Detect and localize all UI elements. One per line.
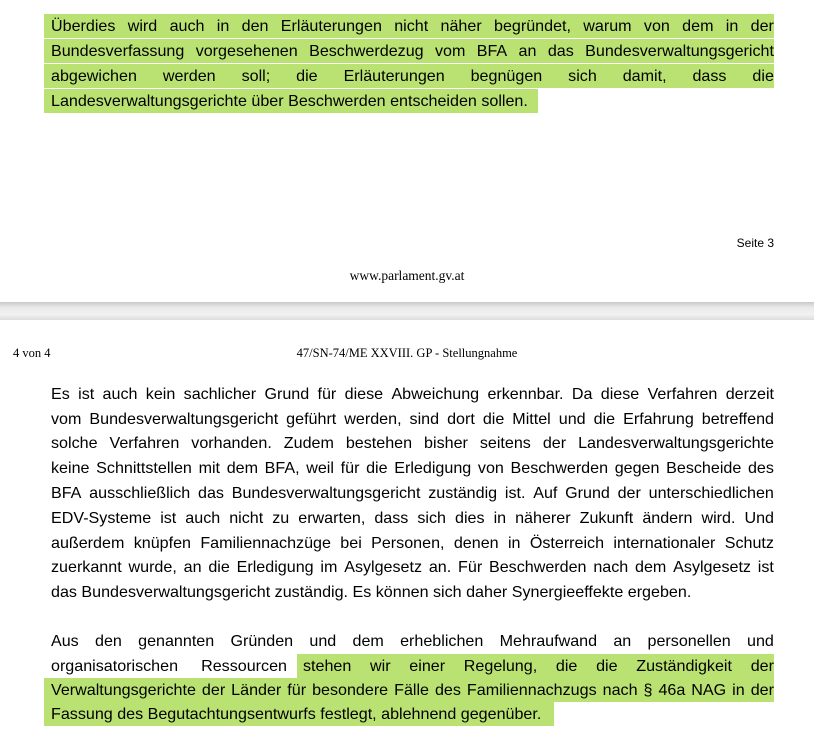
word: personellen (647, 632, 731, 650)
word: der (201, 681, 226, 699)
word: des (747, 459, 774, 477)
word: derzeit (725, 385, 774, 403)
word: BFA (51, 484, 82, 502)
word: dass (692, 67, 727, 85)
word: Zuständigkeit (636, 657, 732, 675)
paragraph-line (51, 382, 774, 406)
word: zu (272, 509, 290, 527)
word: Und (744, 509, 774, 527)
paragraph-line-mixed (51, 654, 774, 678)
footer-url: www.parlament.gv.at (349, 268, 465, 283)
word: abgewichen (51, 67, 137, 85)
word: BFA, (264, 459, 300, 477)
word: und (747, 632, 774, 650)
word: an (183, 558, 202, 576)
paragraph-line (51, 481, 774, 505)
word: Familiennachzüge (200, 534, 331, 552)
word: Verfahren (647, 385, 718, 403)
word: der (750, 657, 774, 675)
word: Bundesverwaltungsgericht (89, 410, 279, 428)
word: Überdies (51, 17, 116, 35)
word: bestehen (345, 434, 413, 452)
word: erheblichen (400, 632, 484, 650)
word: die (593, 410, 616, 428)
word: Da (571, 385, 593, 403)
word: nicht (394, 17, 429, 35)
word: Auf (533, 484, 558, 502)
word: ist. (504, 484, 526, 502)
word: Familiennachzugs (466, 681, 597, 699)
word: wird (127, 17, 158, 35)
paragraph-line: Landesverwaltungsgerichte über Beschwerden entscheiden sollen. (51, 92, 528, 110)
word: auch (169, 17, 205, 35)
paragraph-line (51, 14, 774, 38)
word: Aus (51, 632, 79, 650)
word: Grund (565, 484, 610, 502)
paragraph-line: das Bundesverwaltungsgericht zuständig. Es können sich daher Synergieeffekte ergeben. (51, 583, 692, 601)
word: keine (51, 459, 90, 477)
plain-text-segment (51, 654, 287, 678)
word: dort (447, 410, 475, 428)
word: Zukunft (579, 509, 634, 527)
word: Asylgesetz (673, 558, 751, 576)
word: nach (602, 681, 638, 699)
word: Bundesverwaltungsgericht (231, 484, 421, 502)
word: kein (145, 385, 176, 403)
word: BFA (476, 42, 508, 60)
word: warum (583, 17, 632, 35)
word: unterschiedlichen (648, 484, 774, 502)
word: Österreich (529, 534, 605, 552)
word: die (296, 67, 318, 85)
word: solche (51, 434, 98, 452)
word: Erledigung (394, 459, 472, 477)
word: ändern (642, 509, 693, 527)
word: die (596, 657, 618, 675)
word: in (216, 17, 230, 35)
word: Es (51, 385, 70, 403)
word: diese (600, 385, 640, 403)
word: an (613, 632, 632, 650)
word: vom (51, 410, 82, 428)
word: Gründen (230, 632, 294, 650)
word: vorgesehenen (195, 42, 298, 60)
word: Erledigung (236, 558, 314, 576)
highlighted-text-segment (303, 654, 774, 678)
paragraph-line: Fassung des Begutachtungsentwurfs festlegt, ablehnend gegenüber. (51, 705, 542, 723)
word: sind (409, 410, 440, 428)
page-3 (0, 0, 814, 302)
word: Landesverwaltungsgerichte (578, 434, 774, 452)
paragraph-line (51, 64, 774, 88)
word: § (643, 681, 653, 699)
word: genannten (138, 632, 215, 650)
word: dass (374, 509, 409, 527)
word: soll; (241, 67, 271, 85)
word: diese (344, 385, 384, 403)
paragraph-line (51, 678, 774, 702)
word: Erläuterungen (343, 67, 445, 85)
word: besondere (312, 681, 389, 699)
word: wird. (701, 509, 736, 527)
word: mit (198, 459, 221, 477)
word: Bundesverwaltungsgericht (585, 42, 774, 60)
word: NAG (691, 681, 727, 699)
word: denen (453, 534, 499, 552)
word: die (555, 657, 578, 675)
word: den (241, 17, 269, 35)
word: organisatorischen (51, 657, 179, 675)
word: Beschwerden (510, 459, 609, 477)
word: die (752, 67, 774, 85)
word: einer (409, 657, 446, 675)
word: begründet, (494, 17, 571, 35)
word: die (482, 410, 505, 428)
word: Grund (264, 385, 310, 403)
word: Verfahren (109, 434, 180, 452)
word: im (320, 558, 338, 576)
word: der (617, 484, 641, 502)
word: näher (440, 17, 482, 35)
word: von (643, 17, 670, 35)
word: außerdem (51, 534, 125, 552)
word: weil (306, 459, 334, 477)
word: der (750, 681, 774, 699)
word: den (95, 632, 122, 650)
word: begnügen (470, 67, 543, 85)
word: für (287, 681, 307, 699)
word: erkennbar. (487, 385, 564, 403)
word: die (366, 459, 388, 477)
word: Für (458, 558, 483, 576)
word: für (317, 385, 337, 403)
word: auch (185, 509, 221, 527)
word: geführt (286, 410, 337, 428)
word: ist (78, 385, 95, 403)
word: ist (757, 558, 774, 576)
word: 46a (658, 681, 686, 699)
word: Fälle (394, 681, 429, 699)
word: seitens (479, 434, 531, 452)
word: der (750, 17, 774, 35)
word: Beschwerden (488, 558, 587, 576)
word: EDV-Systeme (51, 509, 152, 527)
word: von (477, 459, 504, 477)
word: Personen, (371, 534, 445, 552)
word: in (507, 534, 521, 552)
word: damit, (622, 67, 667, 85)
word: werden (162, 67, 216, 85)
word: nicht (229, 509, 264, 527)
word: sachlicher (183, 385, 257, 403)
word: erwarten, (298, 509, 366, 527)
word: Zudem (283, 434, 334, 452)
word: dies (455, 509, 485, 527)
word: das (198, 484, 224, 502)
word: werden, (344, 410, 402, 428)
page-header-title: 47/SN-74/ME XXVIII. GP - Stellungnahme (296, 346, 518, 360)
word: Bundesverfassung (51, 42, 185, 60)
word: sich (568, 67, 597, 85)
word: bei (340, 534, 362, 552)
paragraph-line (51, 39, 774, 63)
word: Schutz (724, 534, 774, 552)
word: dem (226, 459, 258, 477)
page-header-left: 4 von 4 (13, 346, 51, 360)
word: das (547, 42, 574, 60)
paragraph-line (51, 506, 774, 530)
paragraph-line (51, 456, 774, 480)
word: Erfahrung (623, 410, 694, 428)
word: Abweichung (391, 385, 480, 403)
paragraph-line (51, 555, 774, 579)
word: näherer (515, 509, 571, 527)
word: wir (370, 657, 391, 675)
word: dem (352, 632, 384, 650)
word: Länder (231, 681, 282, 699)
word: Mittel (512, 410, 551, 428)
word: zuständig (428, 484, 498, 502)
word: Verwaltungsgerichte (51, 681, 196, 699)
word: Bescheide (666, 459, 742, 477)
word: und (558, 410, 586, 428)
word: ist (160, 509, 177, 527)
word: stehen (303, 657, 352, 675)
word: internationaler (613, 534, 716, 552)
word: Schnittstellen (96, 459, 192, 477)
word: vom (434, 42, 466, 60)
word: für (340, 459, 360, 477)
paragraph-line (51, 531, 774, 555)
word: betreffend (701, 410, 774, 428)
word: nach (593, 558, 629, 576)
word: Asylgesetz (344, 558, 423, 576)
word: in (725, 17, 739, 35)
word: die (208, 558, 230, 576)
word: vorhanden. (191, 434, 272, 452)
word: und (309, 632, 337, 650)
word: wurde, (128, 558, 177, 576)
word: sich (417, 509, 446, 527)
word: in (732, 681, 745, 699)
word: gegen (614, 459, 660, 477)
word: Erläuterungen (280, 17, 382, 35)
word: dem (635, 558, 667, 576)
word: des (434, 681, 461, 699)
word: bisher (424, 434, 468, 452)
word: Ressourcen (201, 657, 287, 675)
paragraph-line (51, 431, 774, 455)
page-number: Seite 3 (736, 236, 774, 250)
word: zuerkannt (51, 558, 122, 576)
word: knüpfen (133, 534, 191, 552)
word: Regelung, (463, 657, 538, 675)
word: an (518, 42, 537, 60)
word: an. (428, 558, 452, 576)
paragraph-line (51, 629, 774, 653)
word: Beschwerdezug (309, 42, 424, 60)
word: ausschließlich (89, 484, 191, 502)
paragraph-line (51, 407, 774, 431)
word: auch (102, 385, 138, 403)
page-separator (0, 302, 814, 320)
word: in (493, 509, 507, 527)
word: der (542, 434, 567, 452)
word: Mehraufwand (499, 632, 598, 650)
word: dem (682, 17, 714, 35)
